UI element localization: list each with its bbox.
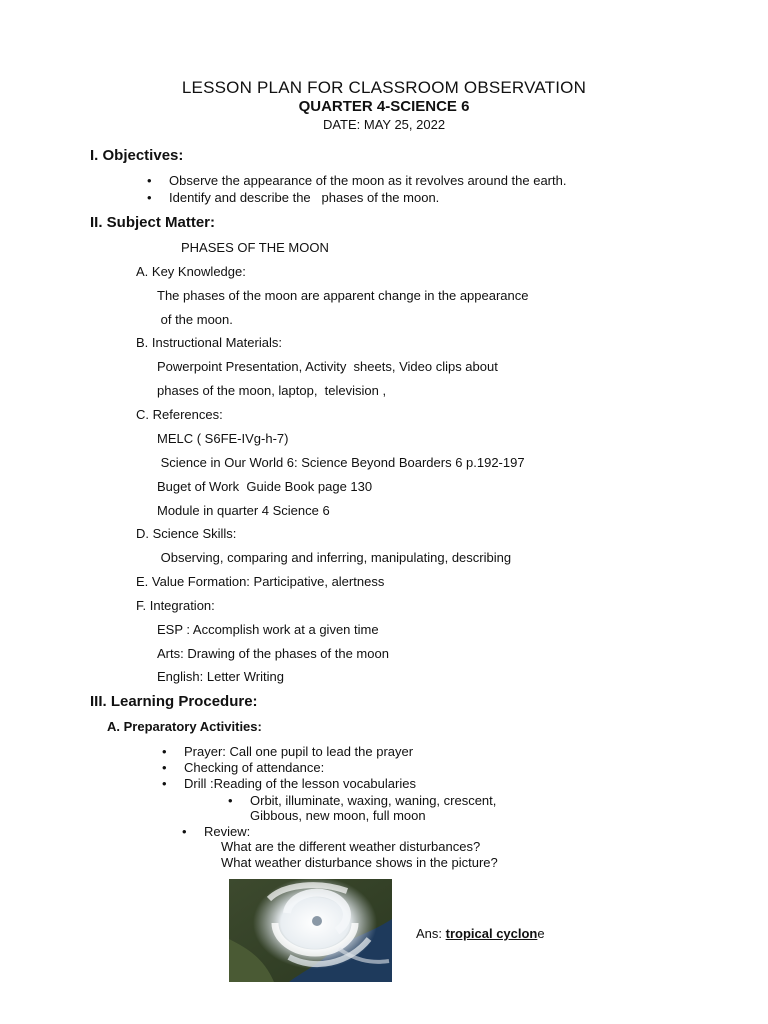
materials-text: Powerpoint Presentation, Activity sheets, Video clips about (157, 359, 498, 374)
review-label: • Review: (204, 824, 250, 839)
vocabulary-list: • Orbit, illuminate, waxing, waning, crescent, (250, 793, 496, 808)
integration-item: English: Letter Writing (157, 669, 284, 684)
skills-label: D. Science Skills: (136, 526, 237, 541)
answer-suffix: e (537, 926, 545, 941)
review-question: What weather disturbance shows in the picture? (221, 855, 498, 870)
answer-prefix: Ans: (416, 926, 446, 941)
subject-topic: PHASES OF THE MOON (181, 240, 329, 255)
document-subtitle: QUARTER 4-SCIENCE 6 (298, 98, 470, 115)
vocabulary-list-continued: Gibbous, new moon, full moon (250, 808, 426, 823)
procedure-heading: III. Learning Procedure: (90, 693, 258, 710)
integration-label: F. Integration: (136, 598, 215, 613)
procedure-item: • Drill :Reading of the lesson vocabularies (184, 776, 416, 791)
preparatory-heading: A. Preparatory Activities: (107, 719, 262, 734)
reference-item: Module in quarter 4 Science 6 (157, 503, 330, 518)
reference-item: Science in Our World 6: Science Beyond Boarders 6 p.192-197 (157, 455, 525, 470)
references-label: C. References: (136, 407, 223, 422)
answer-underlined: tropical cyclon (445, 926, 538, 941)
document-date: DATE: MAY 25, 2022 (322, 117, 446, 132)
document-title: LESSON PLAN FOR CLASSROOM OBSERVATION (181, 78, 587, 97)
skills-text: Observing, comparing and inferring, manipulating, describing (157, 550, 512, 565)
materials-label: B. Instructional Materials: (136, 335, 282, 350)
subject-matter-heading: II. Subject Matter: (90, 214, 216, 231)
procedure-item: • Checking of attendance: (184, 760, 324, 775)
objectives-heading: I. Objectives: (90, 147, 184, 164)
integration-item: Arts: Drawing of the phases of the moon (157, 646, 389, 661)
procedure-item: • Prayer: Call one pupil to lead the prayer (184, 744, 413, 759)
integration-item: ESP : Accomplish work at a given time (157, 622, 379, 637)
objective-item: • Observe the appearance of the moon as it revolves around the earth. (169, 173, 566, 188)
value-formation: E. Value Formation: Participative, alertness (136, 574, 385, 589)
review-answer (416, 926, 545, 941)
key-knowledge-text: of the moon. (157, 312, 233, 327)
reference-item: Buget of Work Guide Book page 130 (157, 479, 373, 494)
key-knowledge-label: A. Key Knowledge: (136, 264, 246, 279)
review-question: What are the different weather disturbances? (221, 839, 481, 854)
objective-item: • Identify and describe the phases of the moon. (169, 190, 439, 205)
reference-item: MELC ( S6FE-IVg-h-7) (157, 431, 289, 446)
tropical-cyclone-satellite-image (229, 879, 392, 982)
materials-text: phases of the moon, laptop, television , (157, 383, 387, 398)
key-knowledge-text: The phases of the moon are apparent change in the appearance (157, 288, 529, 303)
